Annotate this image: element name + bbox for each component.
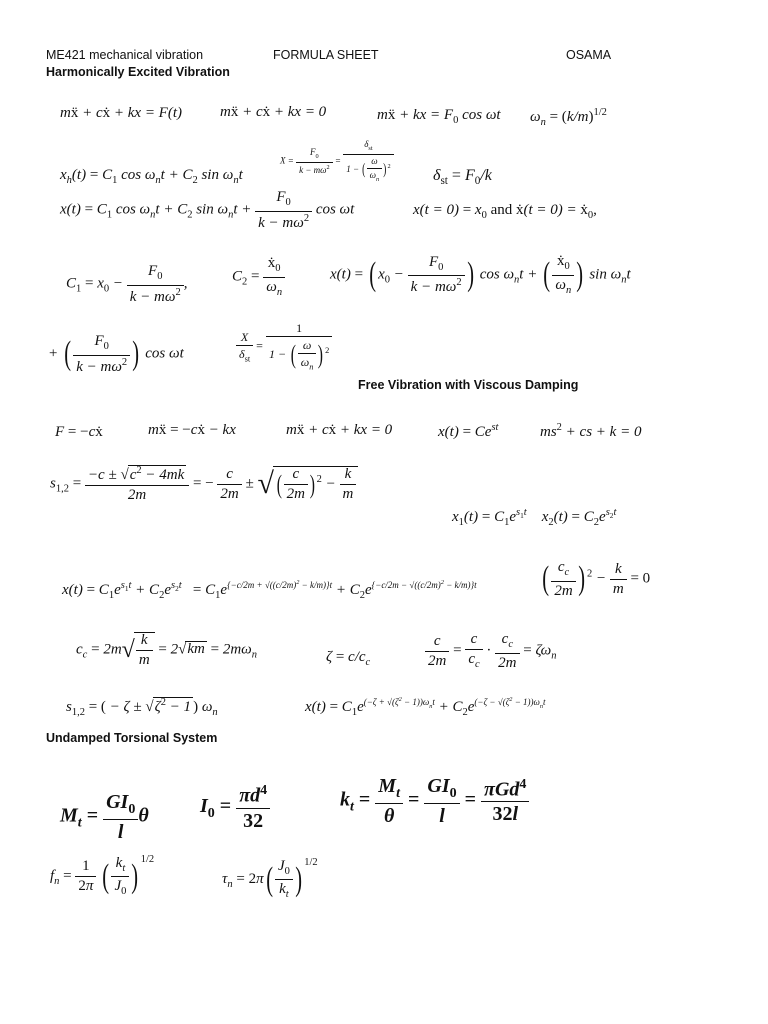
equation-newton-damped: mẍ = −cẋ − kx — [148, 422, 236, 438]
equation-forced-damped: mẍ + cẋ + kx = F(t) — [60, 105, 183, 121]
equation-torsional-stiffness: $k_t$ = $\frac{M_t}{\theta}$ = $\frac{GI_0}{l}$ = πGd$^4$ 32l — [340, 776, 529, 826]
equation-critical-damping: $c_c = 2m√$ $\frac{k}{m}$ = $2√km = 2m\omega_n$ — [76, 632, 258, 668]
equation-individual-solutions: $x_1(t) = C_1e^{s_1t}$ $x_2(t) = C_2e^{s_2t}$ — [452, 507, 617, 528]
equation-trial-solution: $x(t) = Ce^{st}$ — [438, 422, 499, 440]
and-word: and — [490, 202, 513, 218]
equation-full-response-continued: + ( $\frac{F_0}{k - m\omega^2}$ ) cos ωt — [48, 333, 184, 375]
equation-roots: $s_{1,2}$ = $\frac{-c \pm √c^2 - 4mk}{2m}$ = − $\frac{c}{2m}$ ± √ ( $\frac{c}{2m}$ ) $^2$ − $\frac{k}{m}$ — [50, 465, 358, 503]
equation-forced-undamped: mẍ + kx = $F_0$ cos ωt — [377, 107, 501, 126]
equation-amplitude-ratio: X $\delta_{st}$ = 1 1 − ( $\frac{\omega}{\omega_n}$ ) $^2$ — [236, 322, 332, 372]
course-name: ME421 mechanical vibration — [46, 48, 204, 62]
equation-static-deflection: $\delta_{st} = F_0/k$ — [433, 167, 492, 188]
equation-critical-condition: ( $\frac{c_c}{2m}$ ) $^2$ − $\frac{k}{m}$ = 0 — [542, 559, 651, 599]
equation-amplitude-small: X = $\frac{F_0}{k - m\omega^2}$ = $\delta_{st}$ 1 − ( $\frac{\omega}{\omega_n}$ )$^2$ — [280, 140, 394, 183]
equation-free-damped: mẍ + cẋ + kx = 0 — [220, 104, 327, 120]
equation-full-response: x(t) = ( $x_0$ − $\frac{F_0}{k - m\omega^2}$ ) $\cos \omega_nt$ + ( $\frac{ẋ_0}{\omega_n}$ ) $\sin \omega_nt$ — [330, 253, 631, 296]
section-title-torsional: Undamped Torsional System — [46, 731, 218, 745]
equation-solution-zeta: $x(t) = C_1e^{(-\zeta + √(\zeta^2 - 1))\omega_nt} + C_2e^{(-\zeta - √(\zeta^2 - 1))\omega_nt}$ — [305, 696, 546, 718]
equation-constant-c2: $C_2$ = $\frac{ẋ_0}{\omega_n}$ — [232, 256, 285, 298]
section-title-viscous: Free Vibration with Viscous Damping — [358, 378, 579, 392]
equation-torsional-period: $\tau_n = 2\pi$( $\frac{J_0}{k_t}$ ) $^{1/2}$ — [222, 857, 318, 901]
equation-torque: $M_t$ = $\frac{GI_0}{l}$ θ — [60, 791, 149, 843]
equation-natural-frequency: $\omega_n = (k/m)^{1/2}$ — [530, 107, 607, 128]
equation-damped-eom: mẍ + cẋ + kx = 0 — [286, 422, 393, 438]
equation-damping-force: F = −cẋ — [55, 424, 103, 440]
equation-damping-relation: $\frac{c}{2m}$ = $\frac{c}{c_c}$ · $\frac{c_c}{2m}$ = $\zeta\omega_n$ — [425, 632, 557, 671]
equation-initial-conditions: $x(t = 0) = x_0$ and ẋ(t = 0) = ẋ$_0$, — [413, 202, 597, 221]
equation-damping-ratio: $\zeta = c/c_c$ — [326, 649, 371, 668]
section-title-harmonic: Harmonically Excited Vibration — [46, 65, 230, 79]
sheet-title: FORMULA SHEET — [273, 48, 379, 62]
equation-roots-zeta: $s_{1,2}$ = ( − $\zeta \pm √\zeta^2 - 1$ ) $\omega_n$ — [66, 697, 218, 718]
equation-general-solution: $x(t) = C_1e^{s_1t} + C_2e^{s_2t}$ = $C_1e^{\{-c/2m + √((c/2m)^2 - k/m)\}t} + C_2e^{\{-c/2m - √((c/2m)^2 - k/m)\}t}$ — [62, 579, 477, 601]
equation-constant-c1: $C_1 = x_0$ − $\frac{F_0}{k - m\omega^2}$ , — [66, 263, 188, 305]
equation-torsional-frequency: $f_n$ = $\frac{1}{2\pi}$ ( $\frac{k_t}{J_0}$ ) $^{1/2}$ — [50, 854, 155, 898]
equation-total-solution: $x(t) = C_1$ $\cos \omega_nt + C_2$ $\sin \omega_nt$ + $\frac{F_0}{k - m\omega^2}$ cos ωt — [60, 189, 355, 231]
equation-polar-moment: $I_0$ = $\frac{\pi d^4}{32}$ — [200, 784, 270, 831]
equation-characteristic: $ms^2$ + cs + k = 0 — [540, 422, 642, 440]
equation-homogeneous-solution: $x_h(t) = C_1$ $\cos \omega_nt + C_2$ $\sin \omega_nt$ — [60, 167, 243, 186]
author-name: OSAMA — [566, 48, 612, 62]
